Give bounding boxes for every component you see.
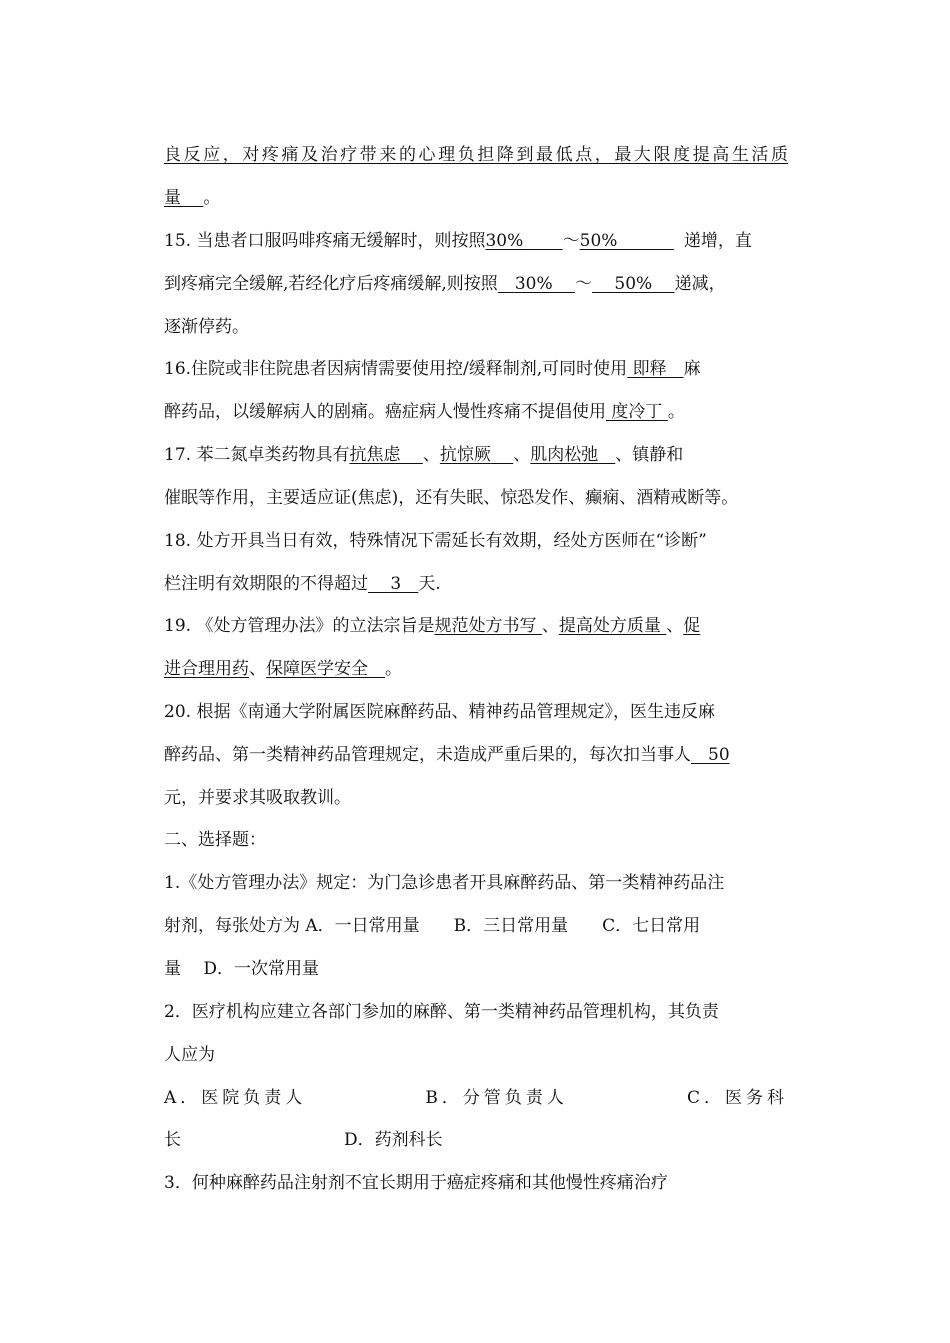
q17-line-2: 催眠等作用，主要适应证(焦虑)，还有失眠、惊恐发作、癫痫、酒精戒断等。	[164, 488, 739, 508]
c2-line-1: 2．医疗机构应建立各部门参加的麻醉、第一类精神药品管理机构，其负责	[164, 1002, 719, 1022]
c2-line-4: 长 D．药剂科长	[164, 1130, 443, 1150]
q20-line-2: 醉药品、第一类精神药品管理规定，未造成严重后果的，每次扣当事人 50	[164, 745, 730, 765]
q19-line-1: 19. 《处方管理办法》的立法宗旨是规范处方书写 、提高处方质量 、促	[164, 616, 701, 636]
c2-line-2: 人应为	[164, 1045, 215, 1065]
q19-blank-4: 保障医学安全	[266, 659, 368, 679]
c3-line-1: 3．何种麻醉药品注射剂不宜长期用于癌症疼痛和其他慢性疼痛治疗	[164, 1173, 668, 1193]
c2-option-b: B．分管负责人	[425, 1088, 568, 1108]
q14-answer: 良反应，对疼痛及治疗带来的心理负担降到最低点，最大限度提高生活质	[164, 145, 788, 165]
q17-line-1: 17. 苯二氮卓类药物具有抗焦虑 、抗惊厥 、肌肉松弛 、镇静和	[164, 445, 684, 465]
q17-blank-1: 抗焦虑	[349, 445, 401, 465]
q14-line-1	[164, 143, 788, 167]
q15-line-1: 15. 当患者口服吗啡疼痛无缓解时，则按照30% ～50% 递增，直	[164, 231, 752, 251]
c2-option-d: D．药剂科长	[344, 1130, 443, 1150]
q15-blank-4: 50%	[614, 274, 653, 294]
c2-option-a: A．医院负责人	[164, 1088, 307, 1108]
q19-blank-2: 提高处方质量	[558, 616, 661, 636]
q16-line-1: 16.住院或非住院患者因病情需要使用控/缓释制剂,可同时使用 即释 麻	[164, 359, 701, 379]
q20-line-3: 元，并要求其吸取教训。	[164, 788, 351, 808]
c2-option-c: C．医务科	[686, 1088, 788, 1108]
q20-blank-1: 50	[708, 745, 730, 765]
q15-line-2: 到疼痛完全缓解,若经化疗后疼痛缓解,则按照 30% ～ 50% 递减，	[164, 274, 726, 294]
q15-line-3: 逐渐停药。	[164, 317, 249, 337]
q14-line-2: 量 。	[164, 188, 221, 208]
c1-line-1: 1.《处方管理办法》规定：为门急诊患者开具麻醉药品、第一类精神药品注	[164, 873, 725, 893]
q18-blank-1: 3	[390, 574, 402, 594]
q17-blank-3: 肌肉松弛	[530, 445, 599, 465]
q19-blank-3a: 促	[683, 616, 701, 636]
c1-line-3: 量 D．一次常用量	[164, 959, 320, 979]
q15-blank-1: 30%	[485, 231, 524, 251]
c1-line-2: 射剂，每张处方为 A．一日常用量 B．三日常用量 C．七日常用	[164, 916, 701, 936]
q16-blank-1: 即释	[632, 359, 667, 379]
q15-blank-2: 50%	[579, 231, 618, 251]
q19-blank-1: 规范处方书写	[434, 616, 537, 636]
q16-line-2: 醉药品，以缓解病人的剧痛。癌症病人慢性疼痛不提倡使用 度冷丁 。	[164, 402, 685, 422]
section-heading-choice: 二、选择题：	[164, 830, 266, 850]
q18-line-1: 18. 处方开具当日有效，特殊情况下需延长有效期，经处方医师在“诊断”	[164, 531, 707, 551]
q16-blank-2: 度冷丁	[611, 402, 663, 422]
q20-line-1: 20. 根据《南通大学附属医院麻醉药品、精神药品管理规定》，医生违反麻	[164, 702, 715, 722]
q15-blank-3: 30%	[514, 274, 553, 294]
q19-line-2: 进合理用药、保障医学安全 。	[164, 659, 402, 679]
q18-line-2: 栏注明有效期限的不得超过 3 天.	[164, 574, 441, 594]
q19-blank-3b: 进合理用药	[164, 659, 249, 679]
q17-blank-2: 抗惊厥	[439, 445, 491, 465]
q14-answer-end: 量	[164, 188, 181, 208]
c2-options-row	[164, 1086, 788, 1110]
